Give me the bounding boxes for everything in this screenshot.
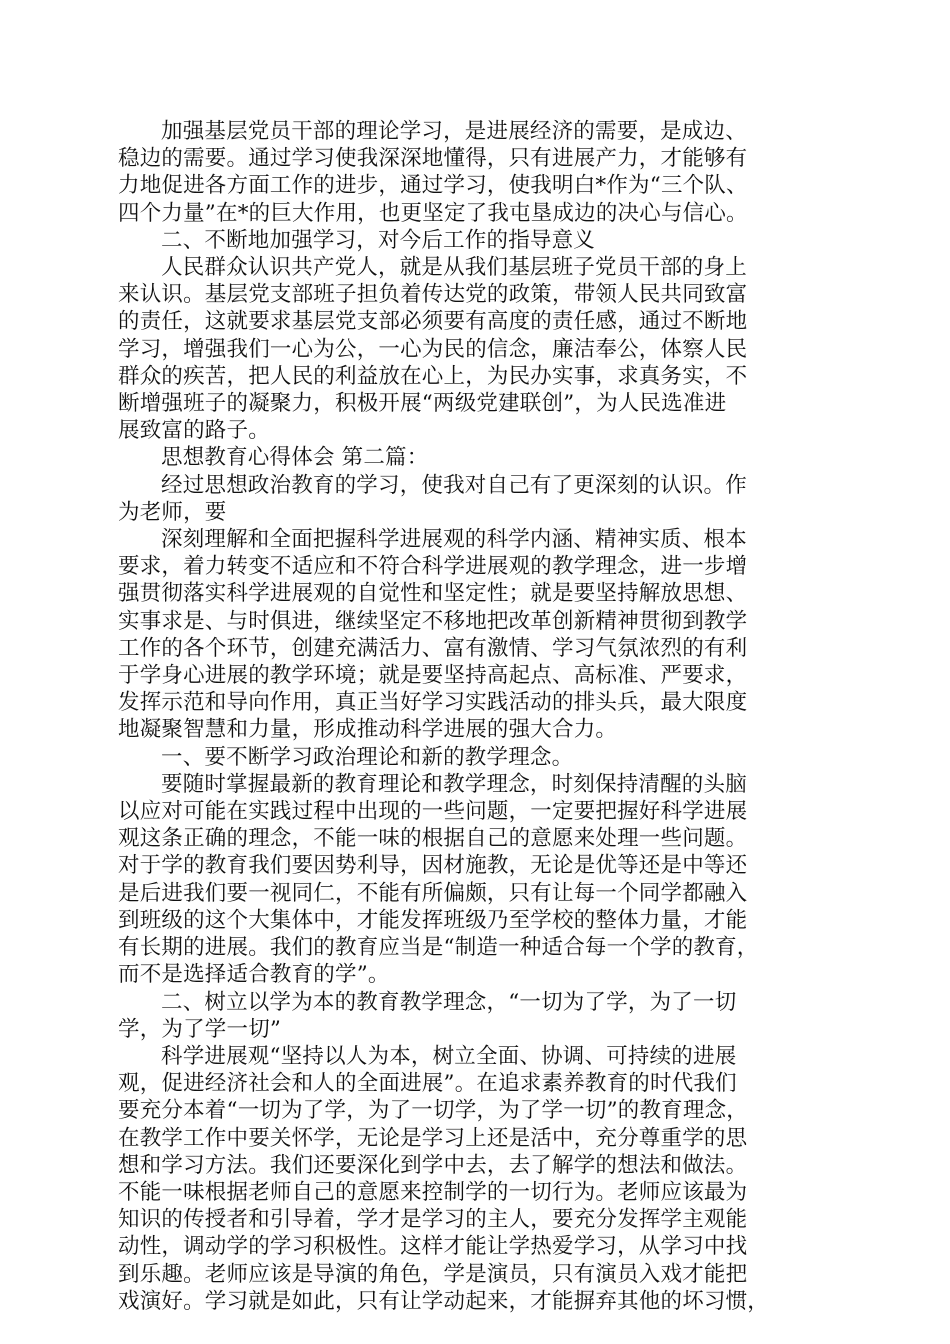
paragraph-3: 人民群众认识共产党人，就是从我们基层班子党员干部的身上 来认识。基层党支部班子担负着传达党的政策，带领人民共同致富 的责任，这就要求基层党支部必须要有高度的责任感，通过不断地 学习，增强我们一心为公，一心为民的信念，廉洁奉公，体察人民 群众的疾苦，把人民的利益放在心上，为民办实事，求真务实，不 断增强班子的凝聚力，积极开展“两级党建联创”，为人民选准进 展致富的路子。 — [118, 255, 748, 444]
section-heading-2: 二、不断地加强学习，对今后工作的指导意义 — [161, 227, 596, 253]
paragraph-1: 加强基层党员干部的理论学习，是进展经济的需要，是成边、 稳边的需要。通过学习使我深深地懂得，只有进展产力，才能够有 力地促进各方面工作的进步，通过学习，使我明白*作为“三个队、 四个力量”在*的巨大作用，也更坚定了我屯垦成边的决心与信心。 — [118, 119, 748, 226]
paragraph-5: 经过思想政治教育的学习，使我对自己有了更深刻的认识。作 为老师，要 — [118, 472, 747, 525]
document-page — [118, 118, 832, 1315]
paragraph-8: 要随时掌握最新的教育理论和教学理念，时刻保持清醒的头脑 以应对可能在实践过程中出现的一些问题，一定要把握好科学进展 观这条正确的理念，不能一味的根据自己的意愿来处理一些问题。 对于学的教育我们要因势利导，因材施教，无论是优等还是中等还 是后进我们要一视同仁，不能有所偏颇，只有让每一个同学都融入 到班级的这个大集体中，才能发挥班级乃至学校的整体力量，才能 有长期的进展。我们的教育应当是“制造一种适合每一个学的教育， 而不是选择适合教育的学”。 — [118, 771, 759, 988]
section-heading-9: 二、树立以学为本的教育教学理念，“一切为了学，为了一切 学，为了学一切” — [118, 989, 737, 1042]
paragraph-6: 深刻理解和全面把握科学进展观的科学内涵、精神实质、根本 要求，着力转变不适应和不符合科学进展观的教学理念，进一步增 强贯彻落实科学进展观的自觉性和坚定性；就是要坚持解放思想、 实事求是、与时俱进，继续坚定不移地把改革创新精神贯彻到教学 工作的各个环节，创建充满活力、富有激情、学习气氛浓烈的有利 于学身心进展的教学环境；就是要坚持高起点、高标准、严要求， 发挥示范和导向作用，真正当好学习实践活动的排头兵，最大限度 地凝聚智慧和力量，形成推动科学进展的强大合力。 — [118, 527, 748, 743]
section-heading-7: 一、要不断学习政治理论和新的教学理念。 — [161, 744, 574, 770]
article-part-heading: 思想教育心得体会 第二篇： — [161, 445, 429, 471]
paragraph-10: 科学进展观“坚持以人为本，树立全面、协调、可持续的进展 观，促进经济社会和人的全面进展”。在追求素养教育的时代我们 要充分本着“一切为了学，为了一切学，为了学一切”的教育理念， 在教学工作中要关怀学，无论是学习上还是活中，充分尊重学的思 想和学习方法。我们还要深化到学中去，去了解学的想法和做法。 不能一味根据老师自己的意愿来控制学的一切行为。老师应该最为 知识的传授者和引导着，学才是学习的主人，要充分发挥学主观能 动性，调动学的学习积极性。这样才能让学热爱学习，从学习中找 到乐趣。老师应该是导演的角色，学是演员，只有演员入戏才能把 戏演好。学习就是如此，只有让学动起来，才能摒弃其他的坏习惯， — [118, 1043, 770, 1314]
